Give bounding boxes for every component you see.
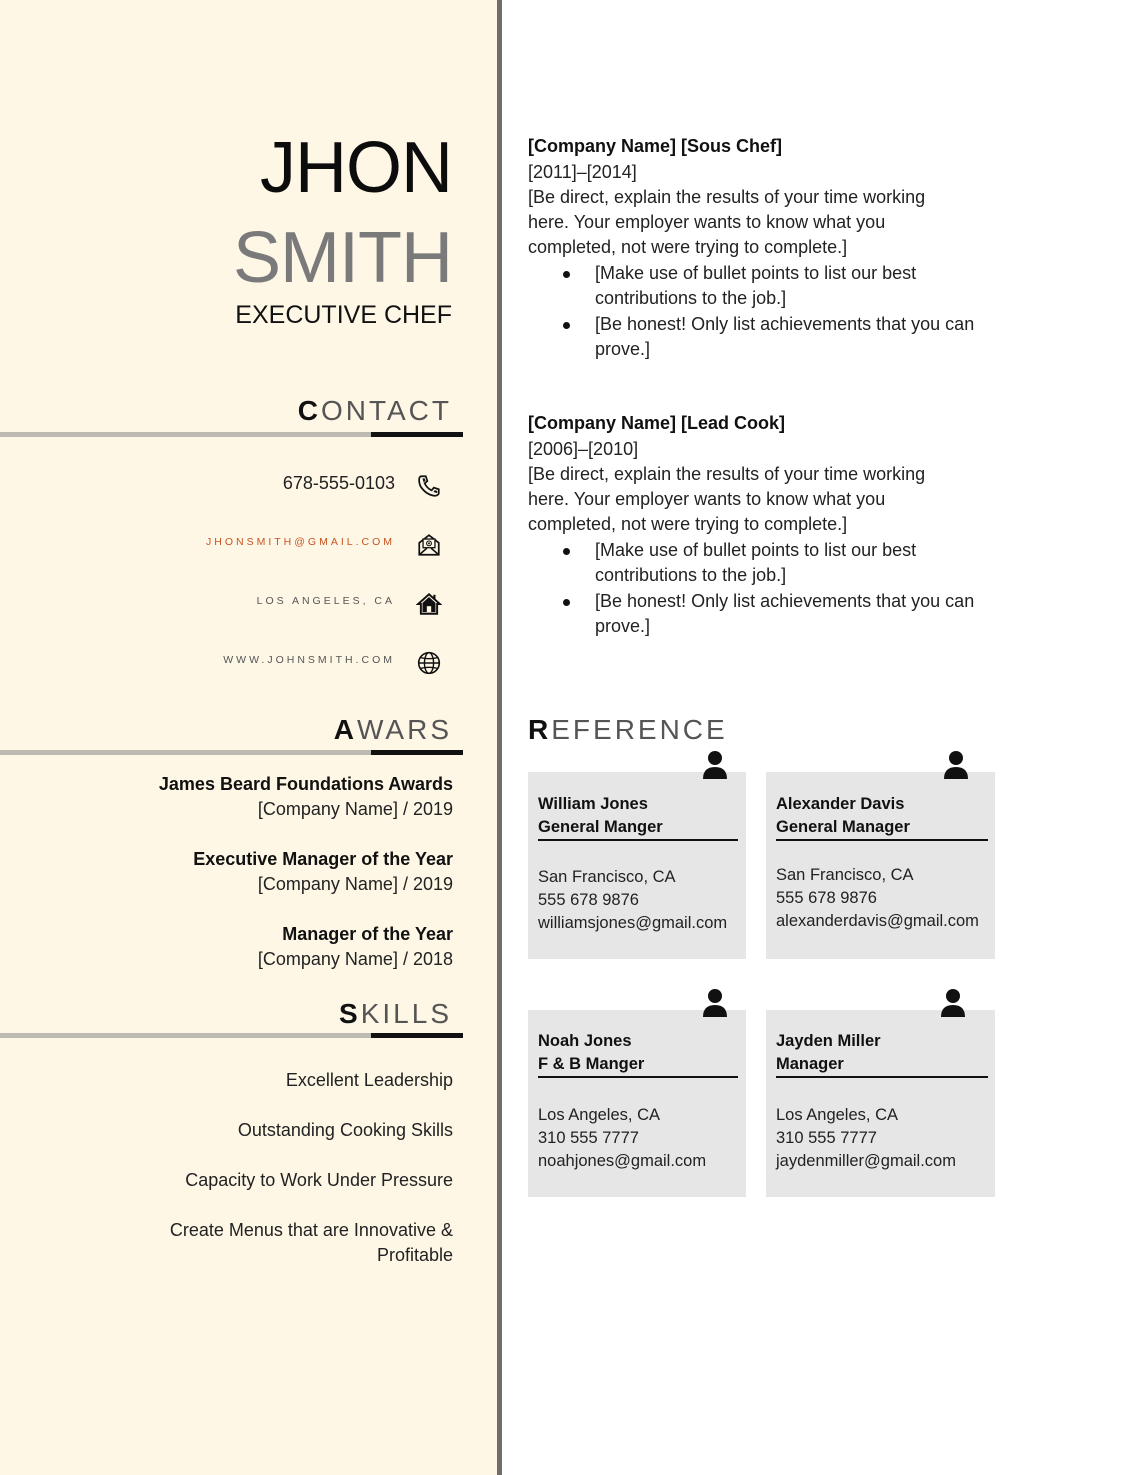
person-icon xyxy=(939,988,967,1018)
reference-role: General Manager xyxy=(776,818,910,836)
reference-email[interactable]: alexanderdavis@gmail.com xyxy=(776,912,979,930)
job-heading: [Company Name] [Lead Cook] xyxy=(528,413,786,433)
reference-heading-rest: EFERENCE xyxy=(551,714,728,745)
person-icon xyxy=(701,988,729,1018)
award-title: Manager of the Year xyxy=(282,924,453,944)
globe-icon xyxy=(416,650,442,676)
bullet-line: [Be honest! Only list achievements that you can xyxy=(595,314,975,334)
skills-heading xyxy=(339,1000,452,1028)
contact-rule xyxy=(0,432,372,437)
award-sub: [Company Name] / 2019 xyxy=(257,874,453,894)
person-icon xyxy=(942,750,970,780)
job-dates: [2006]–[2010] xyxy=(528,439,639,459)
reference-underline xyxy=(776,839,988,841)
skill-item: Excellent Leadership xyxy=(285,1070,453,1090)
reference-role: General Manger xyxy=(538,818,663,836)
award-title: James Beard Foundations Awards xyxy=(158,774,453,794)
bullet-line: prove.] xyxy=(595,616,651,636)
reference-city: Los Angeles, CA xyxy=(776,1106,898,1124)
job-bullets xyxy=(528,538,995,639)
skill-item: Capacity to Work Under Pressure xyxy=(185,1170,453,1190)
column-divider xyxy=(497,0,502,1475)
bullet-line: [Make use of bullet points to list our best xyxy=(595,263,917,283)
first-name: JHON xyxy=(260,128,452,208)
reference-email[interactable]: jaydenmiller@gmail.com xyxy=(776,1152,956,1170)
job-dates: [2011]–[2014] xyxy=(528,162,637,182)
bullet-line: contributions to the job.] xyxy=(595,288,787,308)
reference-name: Noah Jones xyxy=(538,1032,632,1050)
contact-heading xyxy=(298,397,452,425)
skill-item: Outstanding Cooking Skills xyxy=(237,1120,453,1140)
skill-item: Profitable xyxy=(376,1245,453,1265)
reference-phone[interactable]: 555 678 9876 xyxy=(776,889,877,907)
bullet-line: contributions to the job.] xyxy=(595,565,787,585)
last-name: SMITH xyxy=(233,218,452,298)
reference-heading-initial: R xyxy=(528,714,552,745)
email-icon xyxy=(416,532,442,558)
reference-underline xyxy=(538,839,738,841)
bullet-line: prove.] xyxy=(595,339,651,359)
skill-item: Create Menus that are Innovative & xyxy=(169,1220,453,1240)
awards-rule-accent xyxy=(371,750,463,755)
home-icon xyxy=(416,591,442,617)
reference-phone[interactable]: 555 678 9876 xyxy=(538,891,639,909)
award-sub: [Company Name] / 2018 xyxy=(257,949,453,969)
reference-city: Los Angeles, CA xyxy=(538,1106,660,1124)
reference-name: Jayden Miller xyxy=(776,1032,881,1050)
phone-number[interactable]: 678-555-0103 xyxy=(282,473,395,493)
bullet-line: [Make use of bullet points to list our best xyxy=(595,540,917,560)
reference-role: Manager xyxy=(776,1055,844,1073)
job-title: EXECUTIVE CHEF xyxy=(235,301,452,329)
reference-name: Alexander Davis xyxy=(776,795,905,813)
reference-city: San Francisco, CA xyxy=(776,866,914,884)
skills-rule xyxy=(0,1033,372,1038)
job-desc-line: here. Your employer wants to know what you xyxy=(528,489,886,509)
reference-email[interactable]: noahjones@gmail.com xyxy=(538,1152,707,1170)
bullet-item xyxy=(528,589,995,639)
bullet-item xyxy=(528,538,995,588)
bullet-item xyxy=(528,312,995,362)
contact-rule-accent xyxy=(371,432,463,437)
person-icon xyxy=(701,750,729,780)
reference-heading xyxy=(528,716,728,744)
job-desc-line: [Be direct, explain the results of your time working xyxy=(528,464,926,484)
job-desc-line: here. Your employer wants to know what you xyxy=(528,212,886,232)
job-heading: [Company Name] [Sous Chef] xyxy=(528,136,783,156)
skills-heading-rest: KILLS xyxy=(360,998,452,1029)
contact-heading-initial: C xyxy=(297,395,321,426)
email-address[interactable]: JHONSMITH@GMAIL.COM xyxy=(206,536,395,548)
awards-heading-initial: A xyxy=(333,714,358,745)
reference-email[interactable]: williamsjones@gmail.com xyxy=(538,914,728,932)
skills-rule-accent xyxy=(371,1033,463,1038)
reference-underline xyxy=(776,1076,988,1078)
website[interactable]: WWW.JOHNSMITH.COM xyxy=(223,654,395,666)
reference-city: San Francisco, CA xyxy=(538,868,676,886)
awards-heading-rest: WARS xyxy=(357,714,452,745)
location: LOS ANGELES, CA xyxy=(256,595,395,607)
award-sub: [Company Name] / 2019 xyxy=(257,799,453,819)
reference-phone[interactable]: 310 555 7777 xyxy=(538,1129,639,1147)
award-title: Executive Manager of the Year xyxy=(193,849,453,869)
awards-rule xyxy=(0,750,372,755)
contact-heading-rest: ONTACT xyxy=(320,395,452,426)
job-desc-line: [Be direct, explain the results of your time working xyxy=(528,187,926,207)
reference-role: F & B Manger xyxy=(538,1055,645,1073)
phone-icon xyxy=(416,473,442,499)
job-desc-line: completed, not were trying to complete.] xyxy=(528,237,848,257)
bullet-item xyxy=(528,261,995,311)
reference-phone[interactable]: 310 555 7777 xyxy=(776,1129,877,1147)
job-bullets xyxy=(528,261,995,362)
skills-heading-initial: S xyxy=(339,998,361,1029)
reference-name: William Jones xyxy=(538,795,648,813)
reference-underline xyxy=(538,1076,738,1078)
bullet-line: [Be honest! Only list achievements that you can xyxy=(595,591,975,611)
job-desc-line: completed, not were trying to complete.] xyxy=(528,514,848,534)
awards-heading xyxy=(334,716,452,744)
